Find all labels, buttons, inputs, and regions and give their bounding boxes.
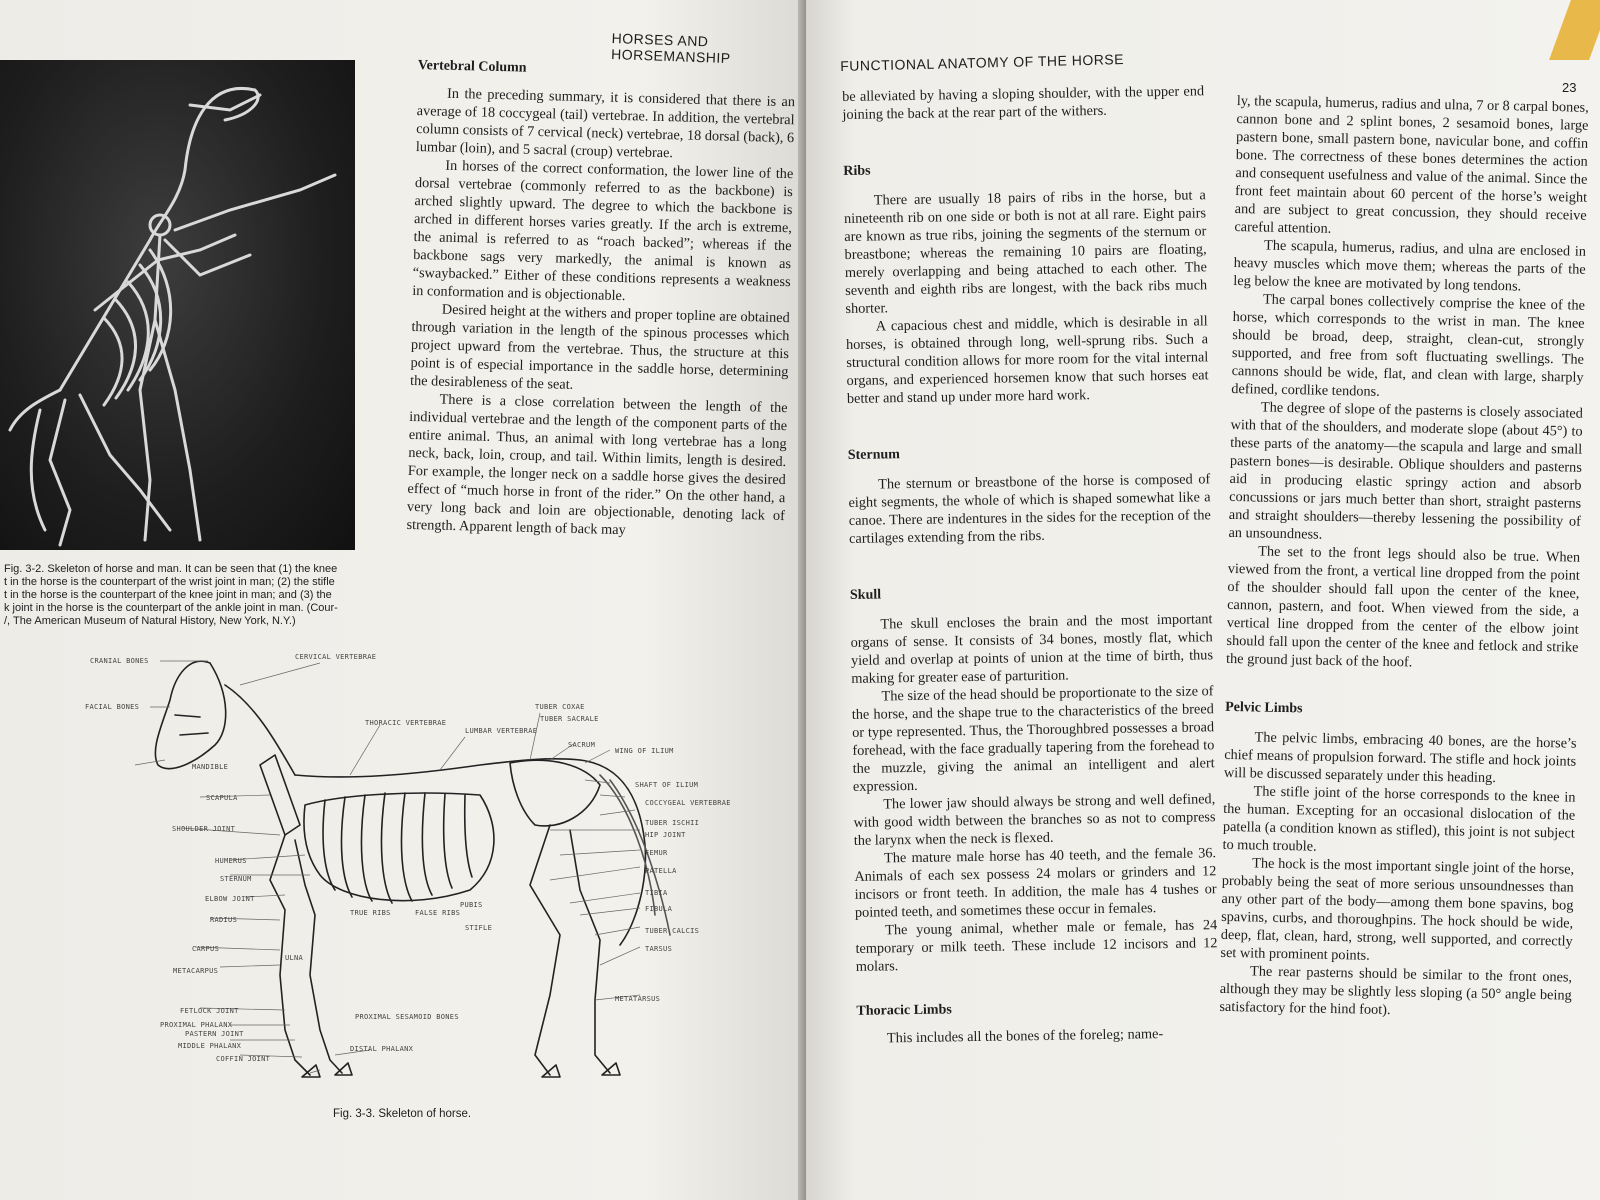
label-tarsus: TARSUS xyxy=(645,945,673,953)
skull-outline xyxy=(155,661,225,768)
diagram-labels xyxy=(85,653,730,1063)
cervical-spine xyxy=(225,685,295,775)
label-wing-of-ilium: WING OF ILIUM xyxy=(615,747,674,755)
vertebral-column-column xyxy=(406,58,796,543)
hindleg-far xyxy=(570,830,610,1073)
label-femur: FEMUR xyxy=(645,849,668,857)
label-tuber-calcis: TUBER CALCIS xyxy=(645,927,700,935)
pelvis-outline xyxy=(510,760,600,826)
label-coffin-joint: COFFIN JOINT xyxy=(216,1055,271,1063)
label-tibia: TIBIA xyxy=(645,889,668,897)
paragraph: The scapula, humerus, radius, and ulna are enclosed in heavy muscles which move them; whereas the parts of the leg below the knee are motivated by long tendons. xyxy=(1233,237,1587,295)
paragraph: Desired height at the withers and proper topline are obtained through variation in the length of the spinous processes which project upward from the vertebrae. Thus, the structure at this point is of especial importance in the saddle horse, determining the desirableness of the seat. xyxy=(409,301,790,393)
label-proximal-phalanx: PROXIMAL PHALANX xyxy=(160,1021,233,1029)
skeleton-photo-drawing xyxy=(0,60,355,550)
paragraph: The hock is the most important single joint of the horse, probably being the seat of more serious unsoundnesses than any other part of the body—among them bone spavins, bog spavins, curbs, and thoroughpins. The hock should be wide, deep, flat, clean, hard, strong, well supported, and correctly set with prominent points. xyxy=(1220,855,1575,964)
label-true-ribs: TRUE RIBS xyxy=(350,909,391,917)
section-heading-vertebral-column: Vertebral Column xyxy=(417,58,527,76)
right-page xyxy=(806,0,1600,1200)
label-mandible: MANDIBLE xyxy=(192,763,229,771)
label-elbow-joint: ELBOW JOINT xyxy=(205,895,255,903)
label-sacrum: SACRUM xyxy=(568,741,596,749)
paragraph: The lower jaw should always be strong and well defined, with good width between the branches so as not to compress the larynx when the neck is flexed. xyxy=(853,791,1216,849)
hindleg-near xyxy=(530,825,560,1075)
label-metacarpus: METACARPUS xyxy=(173,967,219,975)
paragraph: The rear pasterns should be similar to the front ones, although they may be slightly less sloping (a 50° angle being satisfactory for the hind foot). xyxy=(1219,963,1573,1019)
label-shoulder-joint: SHOULDER JOINT xyxy=(172,825,236,833)
paragraph: A capacious chest and middle, which is desirable in all horses, is obtained through long, well-sprung ribs. Such a structural condition allows for more room for the vital internal organs, and experienced horsemen know that such horses eat better and stand up under more hard work. xyxy=(845,313,1209,407)
dorsal-spine xyxy=(295,759,580,777)
label-tuber-ischii: TUBER ISCHII xyxy=(645,819,700,827)
section-heading-thoracic-limbs: Thoracic Limbs xyxy=(856,1002,952,1019)
right-column-one xyxy=(842,82,1219,1048)
paragraph: The skull encloses the brain and the most important organs of sense. It consists of 34 bones, mostly flat, which yield and overlap at points of union at the time of birth, thus making for greater ease of parturition. xyxy=(850,611,1214,687)
label-coccygeal-vertebrae: COCCYGEAL VERTEBRAE xyxy=(645,799,730,807)
paragraph: The pelvic limbs, embracing 40 bones, are the horse’s chief means of propulsion forward. The stifle and hock joints will be discussed separately under this heading. xyxy=(1223,729,1577,787)
horse-skeleton-diagram xyxy=(80,645,730,1100)
page-number: 23 xyxy=(1562,80,1577,95)
label-fibula: FIBULA xyxy=(645,905,673,913)
fig-3-2-caption-line: t in the horse is the counterpart of the wrist joint in man; (2) the stifle xyxy=(4,576,335,588)
paragraph: There are usually 18 pairs of ribs in the horse, but a nineteenth rib on one side or both is not at all rare. Eight pairs are known as true ribs, joining the segments of the sternum or breastbone; whereas the remaining 10 pairs are floating, merely overlapping and being attached to each other. The seventh and eighth ribs are longest, with the back ribs much shorter. xyxy=(843,187,1208,317)
paragraph: The stifle joint of the horse corresponds to the knee in the human. Excepting for an occasional dislocation of the patella (a condition known as stifled), this joint is not subject to much trouble. xyxy=(1222,783,1576,855)
section-heading-skull: Skull xyxy=(849,587,882,603)
label-middle-phalanx: MIDDLE PHALANX xyxy=(178,1042,242,1050)
label-tuber-sacrale: TUBER SACRALE xyxy=(540,715,599,723)
fig-3-2-caption-line: k joint in the horse is the counterpart of the ankle joint in man. (Cour- xyxy=(4,602,338,614)
paragraph: The carpal bones collectively comprise the knee of the horse, which corresponds to the wrist in man. The knee should be broad, deep, straight, clean-cut, strongly supported, and free from soft fluctuating swellings. The cannons should be wide, flat, and clean with large, sharply defined, cordlike tendons. xyxy=(1231,291,1586,400)
paragraph: The degree of slope of the pasterns is closely associated with that of the shoulders, and moderate slope (about 45°) to these parts of the anatomy—the scapula and large and small pastern bones—is desirable. Oblique shoulders and pasterns aid in producing elastic springy action and absorb concussions or jars much better than short, straight pasterns and straight shoulders—thereby lessening the possibility of an unsoundness. xyxy=(1228,399,1584,543)
label-fetlock-joint: FETLOCK JOINT xyxy=(180,1007,239,1015)
label-radius: RADIUS xyxy=(210,916,238,924)
paragraph: There is a close correlation between the length of the individual vertebrae and the length of the component parts of the entire animal. Thus, an animal with long vertebrae has a long neck, back, loin, croup, and tail. Within limits, length is desired. For example, the longer neck on a saddle horse gives the desired effect of “much horse in front of the rider.” On the other hand, a very long back and loin are objectionable, denoting lack of strength. Apparent length of back may xyxy=(406,391,788,539)
section-heading-sternum: Sternum xyxy=(847,447,901,463)
label-proximal-sesamoid-bones: PROXIMAL SESAMOID BONES xyxy=(355,1013,459,1021)
fig-3-2-caption-line: t in the horse is the counterpart of the knee joint in man; and (3) the xyxy=(4,589,332,601)
paragraph: be alleviated by having a sloping shoulder, with the upper end joining the back at the rear part of the withers. xyxy=(842,83,1205,123)
label-cervical-vertebrae: CERVICAL VERTEBRAE xyxy=(295,653,377,661)
label-facial-bones: FACIAL BONES xyxy=(85,703,140,711)
label-ulna: ULNA xyxy=(285,954,304,962)
label-false-ribs: FALSE RIBS xyxy=(415,909,461,917)
label-distal-phalanx: DISTAL PHALANX xyxy=(350,1045,414,1053)
label-humerus: HUMERUS xyxy=(215,857,247,865)
right-column-two xyxy=(1219,92,1589,1023)
paragraph: The mature male horse has 40 teeth, and the female 36. Animals of each sex possess 24 molars or grinders and 12 incisors or front teeth. In addition, the male has 4 tushes or pointed teeth, and sometimes these occur in females. xyxy=(854,845,1217,921)
paragraph: The sternum or breastbone of the horse is composed of eight segments, the whole of which is shaped somewhat like a canoe. There are indentures in the sides for the reception of the cartilages extending from the ribs. xyxy=(848,471,1211,547)
label-lumbar-vertebrae: LUMBAR VERTEBRAE xyxy=(465,727,538,735)
skeleton-horse-and-man-photo xyxy=(0,60,355,550)
paragraph: The size of the head should be proportionate to the size of the horse, and the shape true to the characteristics of the breed or type represented. Thus, the Thoroughbred possesses a broad forehead, with the face gradually tapering from the forehead to the muzzle, giving the animal an intelligent and alert expression. xyxy=(851,683,1215,795)
label-stifle: STIFLE xyxy=(465,924,493,932)
section-heading-ribs: Ribs xyxy=(843,163,871,179)
label-carpus: CARPUS xyxy=(192,945,220,953)
running-head-left: HORSES AND HORSEMANSHIP xyxy=(610,30,731,67)
paragraph: The set to the front legs should also be true. When viewed from the front, a vertical line dropped from the point of the shoulder should fall upon the center of the knee, cannon, pastern, and foot. When viewed from the side, a vertical line dropped from the center of the elbow joint should fall upon the center of the knee and fetlock and strike the ground just back of the hoof. xyxy=(1225,543,1581,671)
label-cranial-bones: CRANIAL BONES xyxy=(90,657,149,665)
paragraph: This includes all the bones of the foreleg; name- xyxy=(886,1026,1164,1047)
label-tuber-coxae: TUBER COXAE xyxy=(535,703,585,711)
label-thoracic-vertebrae: THORACIC VERTEBRAE xyxy=(365,719,447,727)
running-head-right: FUNCTIONAL ANATOMY OF THE HORSE xyxy=(840,51,1125,74)
paragraph: In the preceding summary, it is considered that there is an average of 18 coccygeal (tail) vertebrae. In addition, the vertebral column consists of 7 cervical (neck) vertebrae, 18 dorsal (back), 6 lumbar (loin), and 5 sacral (croup) vertebrae. xyxy=(415,85,796,162)
label-hip-joint: HIP JOINT xyxy=(645,831,686,839)
label-patella: PATELLA xyxy=(645,867,677,875)
label-scapula: SCAPULA xyxy=(206,794,238,802)
fig-3-3-caption: Fig. 3-3. Skeleton of horse. xyxy=(333,1108,472,1120)
label-sternum: STERNUM xyxy=(220,875,252,883)
section-heading-pelvic-limbs: Pelvic Limbs xyxy=(1225,699,1303,717)
fig-3-2-caption-line: /, The American Museum of Natural History, New York, N.Y.) xyxy=(4,615,296,627)
fig-3-2-caption xyxy=(4,563,394,628)
label-pubis: PUBIS xyxy=(460,901,483,909)
horse-skeleton-drawing xyxy=(80,645,730,1100)
fig-3-2-caption-line: Fig. 3-2. Skeleton of horse and man. It can be seen that (1) the knee xyxy=(4,563,338,575)
label-pastern-joint: PASTERN JOINT xyxy=(185,1030,244,1038)
paragraph: ly, the scapula, humerus, radius and ulna, 7 or 8 carpal bones, cannon bone and 2 splint bones, 2 sesamoid bones, large pastern bone, small pastern bone, navicular bone, and coffin bone. The correctness of these bones determines the action and consequent usefulness and value of the animal. Since the front feet maintain about 60 percent of the horse’s weight and are subject to great concussion, they should receive careful attention. xyxy=(1234,92,1589,237)
paragraph: In horses of the correct conformation, the lower line of the dorsal vertebrae (commonly referred to as the backbone) is arched slightly upward. The degree to which the backbone is arched in different horses varies greatly. If the arch is extreme, the animal is referred to as “roach backed”; whereas if the backbone sags very markedly, the animal is known as “swaybacked.” Either of these conditions represents a weakness in conformation and is objectionable. xyxy=(412,157,794,305)
paragraph: The young animal, whether male or female, has 24 temporary or milk teeth. These include 12 incisors and 12 molars. xyxy=(855,917,1218,975)
label-shaft-of-ilium: SHAFT OF ILIUM xyxy=(635,781,699,789)
label-metatarsus: METATARSUS xyxy=(615,995,661,1003)
